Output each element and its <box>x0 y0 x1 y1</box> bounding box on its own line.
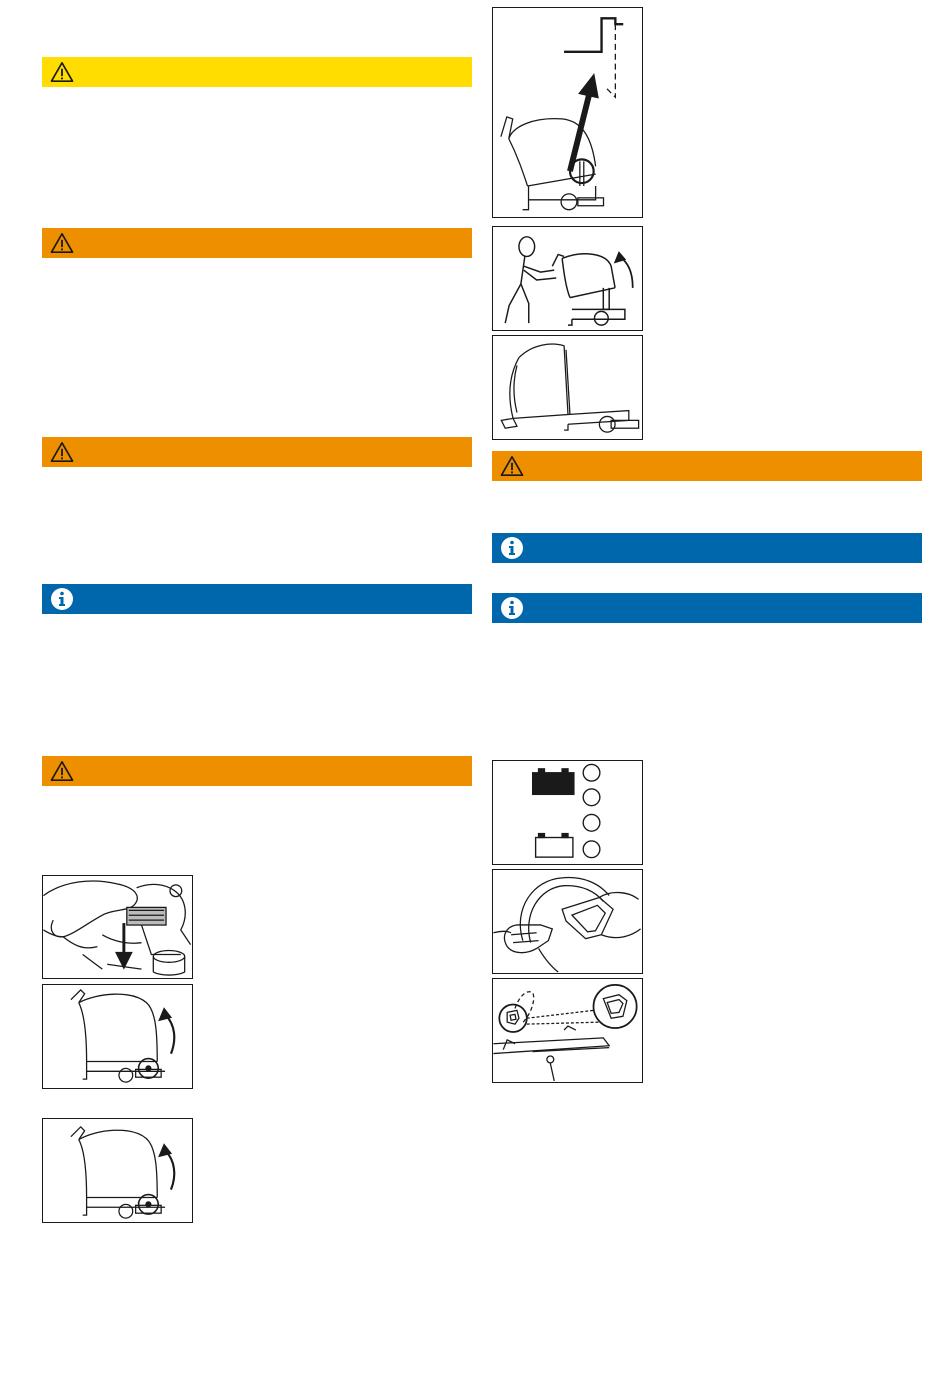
press-release-lever-illustration <box>42 875 193 979</box>
squeegee-removal-illustration <box>492 869 643 974</box>
info-notice-bar <box>492 593 922 623</box>
tilt-tank-up-illustration-2 <box>42 1118 193 1223</box>
tilt-tank-up-illustration <box>42 984 193 1089</box>
squeegee-mount-detail-illustration <box>492 978 643 1083</box>
warning-notice-bar <box>492 451 922 481</box>
warning-triangle-icon <box>500 455 524 477</box>
info-circle-icon <box>50 587 74 611</box>
lift-tank-arrow-illustration <box>492 7 643 218</box>
info-circle-icon <box>500 596 524 620</box>
warning-notice-bar <box>42 756 472 786</box>
warning-notice-bar <box>42 437 472 467</box>
caution-notice-bar <box>42 57 472 87</box>
battery-charge-indicator-illustration <box>492 760 643 865</box>
warning-triangle-icon <box>50 760 74 782</box>
warning-triangle-icon <box>50 441 74 463</box>
warning-notice-bar <box>42 228 472 258</box>
warning-triangle-icon <box>50 61 74 83</box>
info-circle-icon <box>500 536 524 560</box>
warning-triangle-icon <box>50 232 74 254</box>
tank-tilted-back-illustration <box>492 335 643 440</box>
info-notice-bar <box>42 584 472 614</box>
person-tilting-machine-illustration <box>492 226 643 331</box>
info-notice-bar <box>492 533 922 563</box>
